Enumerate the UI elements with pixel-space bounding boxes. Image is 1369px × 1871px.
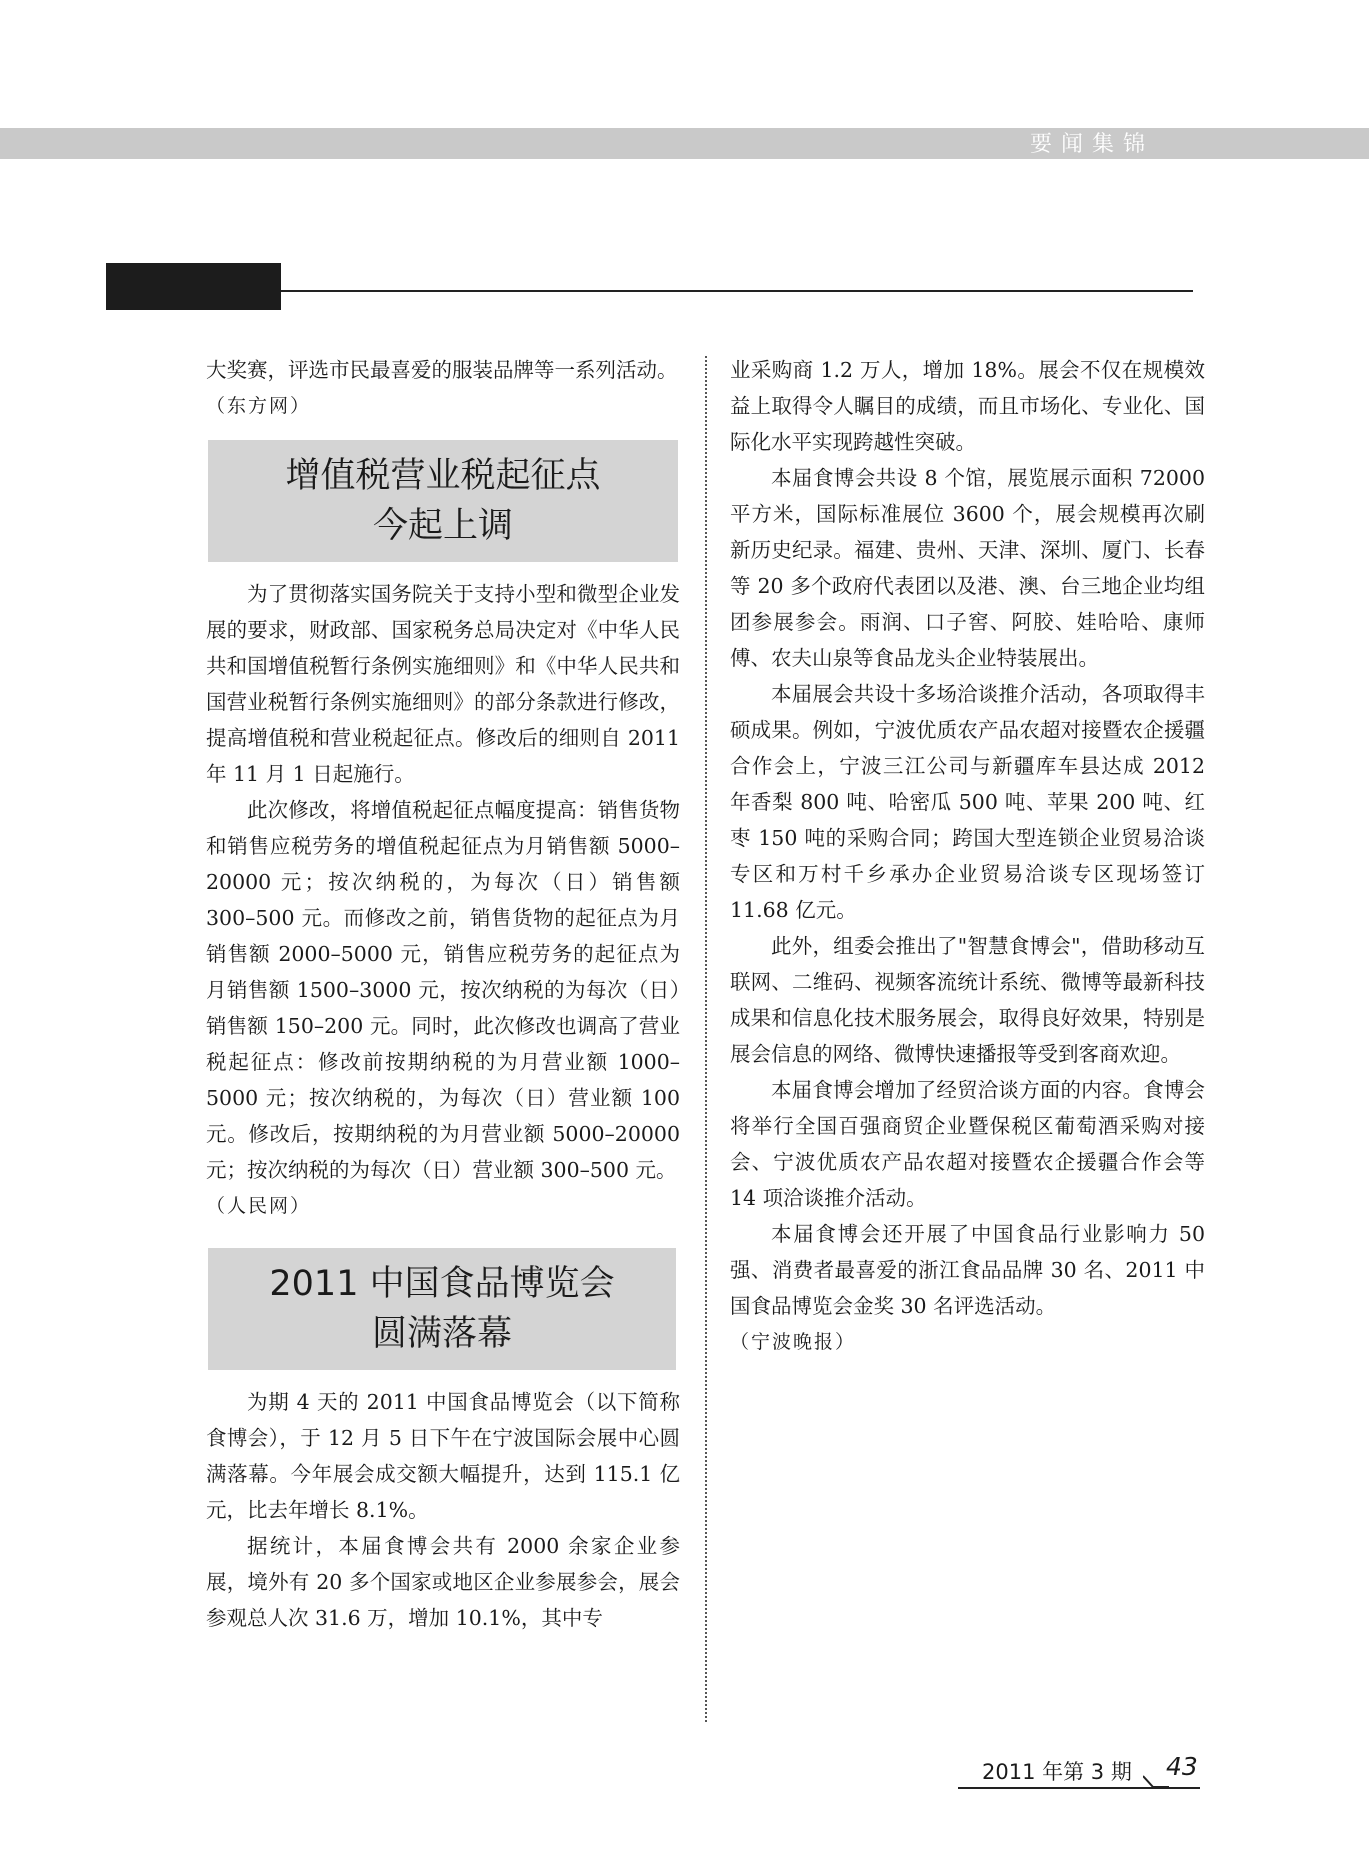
article2-title-box: [208, 1248, 676, 1370]
article2-paragraph: 据统计，本届食博会共有 2000 余家企业参展，境外有 20 多个国家或地区企业参展参会，展会参观总人次 31.6 万，增加 10.1%，其中专: [206, 1534, 680, 1630]
intro-source: （东方网）: [206, 395, 312, 417]
article2-paragraph: 此外，组委会推出了"智慧食博会"，借助移动互联网、二维码、视频客流统计系统、微博等最新科技成果和信息化技术服务展会，取得良好效果，特别是展会信息的网络、微博快速播报等受到客商欢迎。: [730, 934, 1205, 1066]
article2-title-line2: 圆满落幕: [371, 1314, 512, 1354]
article2-source: （宁波晚报）: [730, 1331, 857, 1353]
left-column: [206, 352, 680, 1636]
article2-title-line1: 2011 中国食品博览会: [269, 1264, 615, 1304]
right-column: [730, 352, 1205, 1360]
article1-source: （人民网）: [206, 1195, 312, 1217]
article1-paragraph: 此次修改，将增值税起征点幅度提高：销售货物和销售应税劳务的增值税起征点为月销售额 5000–20000 元；按次纳税的，为每次（日）销售额 300–500 元。而修改之前，销售货物的起征点为月销售额 2000–5000 元，销售应税劳务的起征点为月销售额 1500–3000 元，按次纳税的为每次（日）销售额 150–200 元。同时，此次修改也调高了营业税起征点：修改前按期纳税的为月营业额 1000–5000 元；按次纳税的，为每次（日）营业额 100 元。修改后，按期纳税的为月营业额 5000–20000 元；按次纳税的为每次（日）营业额 300–500 元。: [206, 798, 680, 1182]
footer-notch-mark: [1143, 1768, 1169, 1788]
article2-paragraph: 本届食博会共设 8 个馆，展览展示面积 72000 平方米，国际标准展位 3600 个，展会规模再次刷新历史纪录。福建、贵州、天津、深圳、厦门、长春等 20 多个政府代表团以及港、澳、台三地企业均组团参展参会。雨润、口子窖、阿胶、娃哈哈、康师傅、农夫山泉等食品龙头企业特装展出。: [730, 466, 1205, 670]
article1-paragraph: 为了贯彻落实国务院关于支持小型和微型企业发展的要求，财政部、国家税务总局决定对《中华人民共和国增值税暂行条例实施细则》和《中华人民共和国营业税暂行条例实施细则》的部分条款进行修改，提高增值税和营业税起征点。修改后的细则自 2011 年 11 月 1 日起施行。: [206, 582, 680, 786]
article2-paragraph: 本届食博会还开展了中国食品行业影响力 50 强、消费者最喜爱的浙江食品品牌 30 名、2011 中国食品博览会金奖 30 名评选活动。: [730, 1222, 1205, 1318]
article2-paragraph: 为期 4 天的 2011 中国食品博览会（以下简称食博会），于 12 月 5 日下午在宁波国际会展中心圆满落幕。今年展会成交额大幅提升，达到 115.1 亿元，比去年增长 8.1%。: [206, 1390, 680, 1522]
article2-paragraph: 本届食博会增加了经贸洽谈方面的内容。食博会将举行全国百强商贸企业暨保税区葡萄酒采购对接会、宁波优质农产品农超对接暨农企援疆合作会等 14 项洽谈推介活动。: [730, 1078, 1205, 1210]
section-label: 要闻集锦: [1030, 132, 1155, 157]
header-rule: [281, 290, 1193, 292]
article2-paragraph: 本届展会共设十多场洽谈推介活动，各项取得丰硕成果。例如，宁波优质农产品农超对接暨农企援疆合作会上，宁波三江公司与新疆库车县达成 2012 年香梨 800 吨、哈密瓜 500 吨、苹果 200 吨、红枣 150 吨的采购合同；跨国大型连锁企业贸易洽谈专区和万村千乡承办企业贸易洽谈专区现场签订 11.68 亿元。: [730, 682, 1205, 922]
article2-continuation: 业采购商 1.2 万人，增加 18%。展会不仅在规模效益上取得令人瞩目的成绩，而且市场化、专业化、国际化水平实现跨越性突破。: [730, 358, 1205, 454]
page-number: 43: [1166, 1752, 1198, 1781]
article1-title-line1: 增值税营业税起征点: [285, 456, 601, 496]
intro-paragraph: 大奖赛，评选市民最喜爱的服装品牌等一系列活动。: [206, 358, 678, 382]
article1-title-line2: 今起上调: [372, 506, 513, 546]
article1-title-box: [208, 440, 678, 562]
column-divider: [705, 356, 707, 1722]
footer-issue: 2011 年第 3 期: [982, 1760, 1132, 1784]
header-black-tab: [106, 263, 281, 310]
